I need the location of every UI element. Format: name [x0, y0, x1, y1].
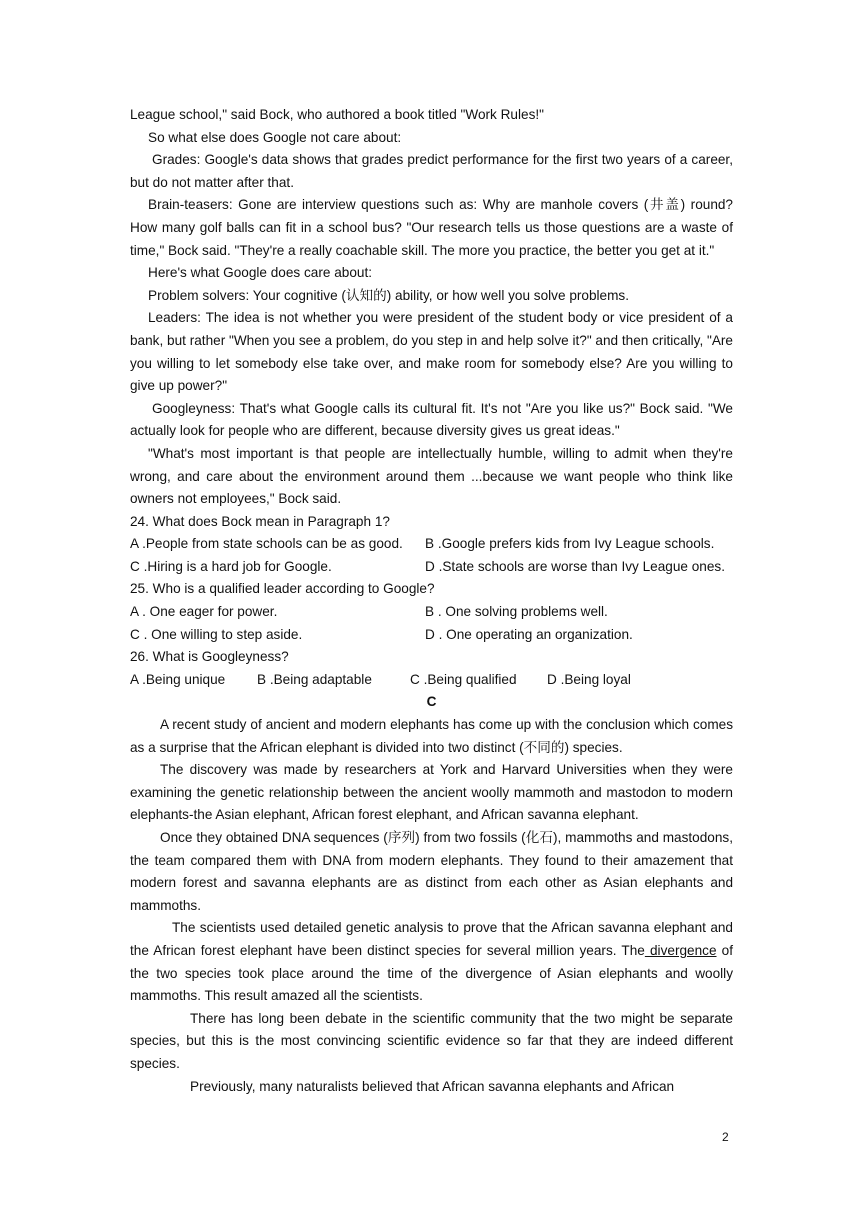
paragraph: There has long been debate in the scientific community that the two might be separate species, but this is the most convincing scientific evidence so far that they are indeed different species.	[130, 1010, 733, 1071]
option-b: B .Being adaptable	[257, 671, 372, 687]
option-a: A .People from state schools can be as good.	[130, 536, 403, 552]
option-c: C .Hiring is a hard job for Google.	[130, 558, 332, 574]
question-26-options	[130, 669, 733, 692]
question-24-options-row1	[130, 533, 733, 556]
paragraph: Previously, many naturalists believed that African savanna elephants and African	[190, 1078, 675, 1094]
page-number: 2	[722, 1130, 729, 1144]
paragraph: Grades: Google's data shows that grades predict performance for the first two years of a career, but do not matter after that.	[130, 152, 733, 190]
paragraph	[130, 917, 733, 1007]
option-a: A .Being unique	[130, 671, 226, 687]
paragraph: A recent study of ancient and modern elephants has come up with the conclusion which comes as a surprise that the African elephant is divided into two distinct (不同的) species.	[130, 717, 733, 755]
option-b: B . One solving problems well.	[425, 604, 608, 620]
question-24-stem: 24. What does Bock mean in Paragraph 1?	[130, 513, 390, 529]
paragraph: The discovery was made by researchers at York and Harvard Universities when they were examining the genetic relationship between the ancient woolly mammoth and mastodon to modern elephants-the Asian elephant, African forest elephant, and African savanna elephant.	[130, 762, 733, 823]
question-26-stem: 26. What is Googleyness?	[130, 649, 289, 665]
paragraph: Brain-teasers: Gone are interview questions such as: Why are manhole covers (井盖) round? How many golf balls can fit in a school bus? "Our research tells us those questions are a waste of time," Bock said. "They're a really coachable skill. The more you practice, the better you get at it."	[130, 197, 733, 258]
text-run: of the two species took place around the time of the divergence of Asian elephants and woolly mammoths. This result amazed all the scientists.	[130, 942, 733, 1004]
paragraph: Googleyness: That's what Google calls its cultural fit. It's not "Are you like us?" Bock said. "We actually look for people who are different, because diversity gives us great ideas."	[130, 400, 733, 439]
option-b: B .Google prefers kids from Ivy League schools.	[425, 536, 715, 552]
option-a: A . One eager for power.	[130, 604, 278, 620]
paragraph: Leaders: The idea is not whether you were president of the student body or vice president of a bank, but rather "When you see a problem, do you step in and help solve it?" and then critically, "Are you willing to let somebody else take over, and make room for somebody else? Are you willing to give up power?"	[130, 310, 733, 394]
paragraph: Once they obtained DNA sequences (序列) from two fossils (化石), mammoths and mastodons, the team compared them with DNA from modern elephants. They found to their amazement that modern forest and savanna elephants are as distinct from each other as Asian elephants and mammoths.	[130, 830, 733, 913]
underlined-word: divergence	[644, 942, 717, 958]
text-run: The scientists used detailed genetic analysis to prove that the African savanna elephant and the African forest elephant have been distinct species for several million years. The	[130, 920, 733, 958]
document-body	[130, 104, 733, 1098]
paragraph: Problem solvers: Your cognitive (认知的) ability, or how well you solve problems.	[148, 287, 630, 303]
option-c: C . One willing to step aside.	[130, 626, 303, 642]
question-24-options-row2	[130, 556, 733, 579]
question-25-options-row2	[130, 624, 733, 647]
question-25-options-row1	[130, 601, 733, 624]
option-d: D .Being loyal	[547, 671, 631, 687]
section-heading: C	[426, 694, 437, 710]
option-c: C .Being qualified	[410, 671, 517, 687]
paragraph: So what else does Google not care about:	[148, 129, 402, 145]
paragraph: "What's most important is that people are intellectually humble, willing to admit when they're wrong, and care about the environment around them ...because we want people who think like owners not employees," Bock said.	[130, 445, 733, 507]
paragraph: League school," said Bock, who authored a book titled "Work Rules!"	[130, 107, 544, 122]
option-d: D . One operating an organization.	[425, 626, 633, 642]
question-25-stem: 25. Who is a qualified leader according to Google?	[130, 581, 435, 597]
option-d: D .State schools are worse than Ivy League ones.	[425, 558, 725, 574]
paragraph: Here's what Google does care about:	[148, 265, 373, 281]
